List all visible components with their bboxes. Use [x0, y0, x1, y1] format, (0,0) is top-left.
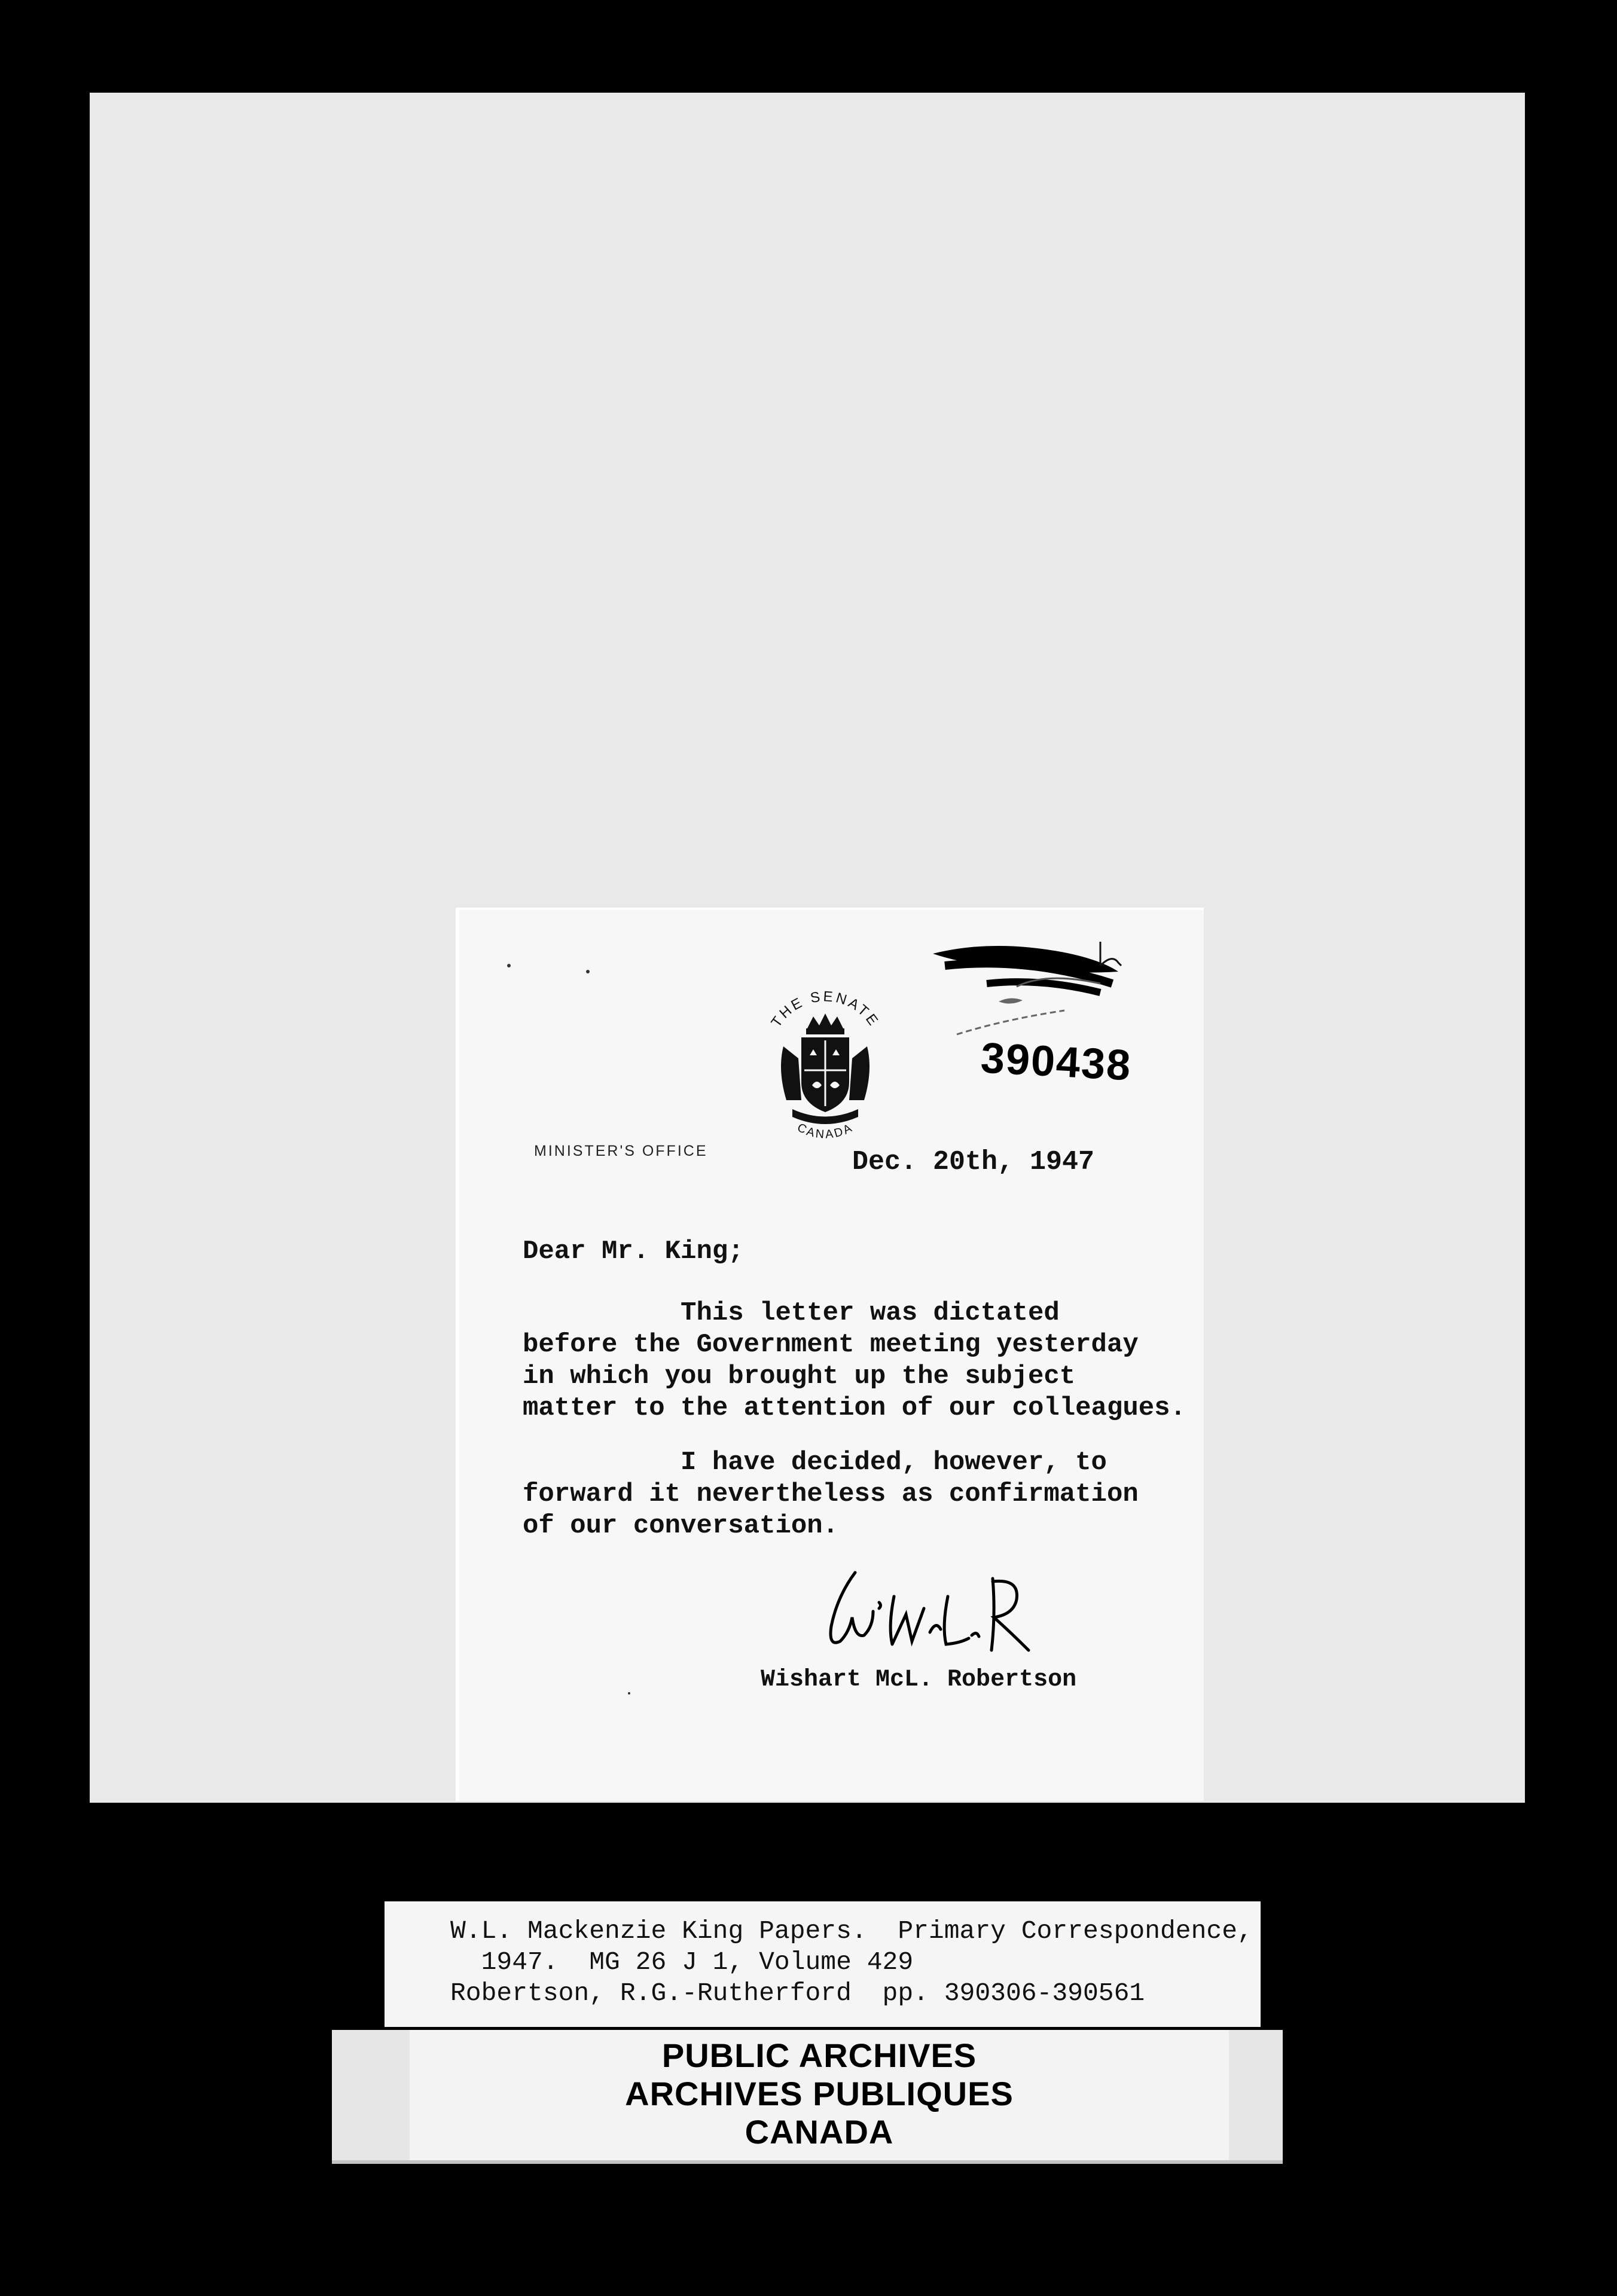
paper-speck: [628, 1692, 630, 1694]
signatory-name: Wishart McL. Robertson: [761, 1666, 1077, 1693]
body-paragraph-1: This letter was dictated before the Government meeting yesterday in which you brought up the subject matter to the attention of our colleagues.: [523, 1298, 1186, 1423]
archive-stamp-french: ARCHIVES PUBLIQUES: [625, 2075, 1014, 2112]
reference-line-collection: W.L. Mackenzie King Papers. Primary Correspondence,: [450, 1916, 1253, 1946]
paper-speck: [586, 970, 590, 973]
handwritten-signature: [789, 1561, 1058, 1662]
archive-stamp-english: PUBLIC ARCHIVES: [661, 2037, 977, 2074]
body-paragraph-2: I have decided, however, to forward it nevertheless as confirmation of our conversation.: [523, 1448, 1139, 1541]
reference-line-pages: Robertson, R.G.-Rutherford pp. 390306-390561: [450, 1979, 1145, 2008]
archive-stamp: [332, 2030, 1283, 2164]
struck-out-number-scribble: [921, 930, 1148, 1049]
crest-top-text: THE SENATE: [768, 988, 883, 1031]
office-heading: MINISTER'S OFFICE: [534, 1143, 708, 1159]
archive-stamp-country: CANADA: [745, 2113, 894, 2151]
senate-crest: [759, 981, 891, 1160]
reference-line-volume: 1947. MG 26 J 1, Volume 429: [450, 1947, 914, 1977]
letter-date: Dec. 20th, 1947: [852, 1147, 1095, 1177]
paper-speck: [507, 964, 511, 967]
reference-label: [385, 1901, 1261, 2027]
crest-bottom-text: CANADA: [795, 1120, 856, 1141]
salutation: Dear Mr. King;: [523, 1236, 744, 1266]
archive-stamp-panel: [410, 2030, 1229, 2160]
document-number: 390438: [980, 1034, 1133, 1090]
